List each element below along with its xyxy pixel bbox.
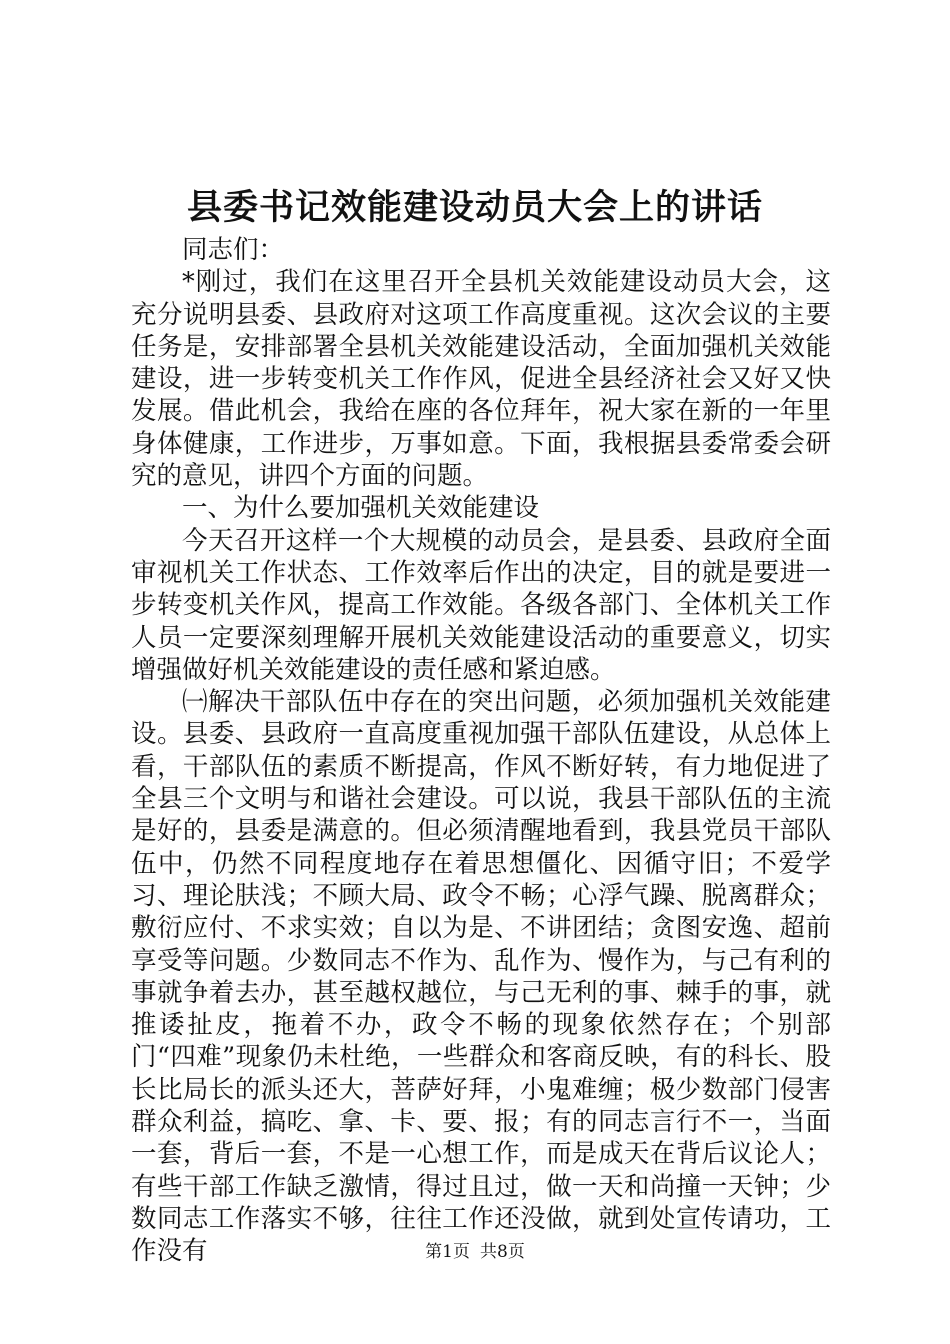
body-paragraph: ㈠解决干部队伍中存在的突出问题，必须加强机关效能建设。县委、县政府一直高度重视加强干部队伍建设，从总体上看，干部队伍的素质不断提高，作风不断好转，有力地促进了全县三个文明与和谐社会建设。可以说，我县干部队伍的主流是好的，县委是满意的。但必须清醒地看到，我县党员干部队伍中，仍然不同程度地存在着思想僵化、因循守旧；不爱学习、理论肤浅；不顾大局、政令不畅；心浮气躁、脱离群众；敷衍应付、不求实效；自以为是、不讲团结；贪图安逸、超前享受等问题。少数同志不作为、乱作为、慢作为，与己有利的事就争着去办，甚至越权越位，与己无利的事、棘手的事，就推诿扯皮，拖着不办，政令不畅的现象依然存在；个别部门“四难”现象仍未杜绝，一些群众和客商反映，有的科长、股长比局长的派头还大，菩萨好拜，小鬼难缠；极少数部门侵害群众利益，搞吃、拿、卡、要、报；有的同志言行不一，当面一套，背后一套，不是一心想工作，而是成天在背后议论人；有些干部工作缺乏激情，得过且过，做一天和尚撞一天钟；少数同志工作落实不够，往往工作还没做，就到处宣传请功，工作没有 (131, 687, 831, 1267)
section-heading-1: 一、为什么要加强机关效能建设 (182, 493, 540, 524)
page-total: 共8页 (480, 1242, 525, 1262)
body-paragraph: 今天召开这样一个大规模的动员会，是县委、县政府全面审视机关工作状态、工作效率后作出的决定，目的就是要进一步转变机关作风，提高工作效能。各级各部门、全体机关工作人员一定要深刻理解开展机关效能建设活动的重要意义，切实增强做好机关效能建设的责任感和紧迫感。 (131, 525, 831, 685)
opening-paragraph: *刚过，我们在这里召开全县机关效能建设动员大会，这充分说明县委、县政府对这项工作高度重视。这次会议的主要任务是，安排部署全县机关效能建设活动，全面加强机关效能建设，进一步转变机关工作作风，促进全县经济社会又好又快发展。借此机会，我给在座的各位拜年，祝大家在新的一年里身体健康，工作进步，万事如意。下面，我根据县委常委会研究的意见，讲四个方面的问题。 (131, 267, 831, 492)
salutation-paragraph: 同志们： (182, 235, 285, 265)
document-title: 县委书记效能建设动员大会上的讲话 (186, 187, 763, 228)
document-body (131, 234, 831, 1268)
page-footer (0, 1240, 950, 1264)
page-number: 第1页 (425, 1242, 470, 1262)
